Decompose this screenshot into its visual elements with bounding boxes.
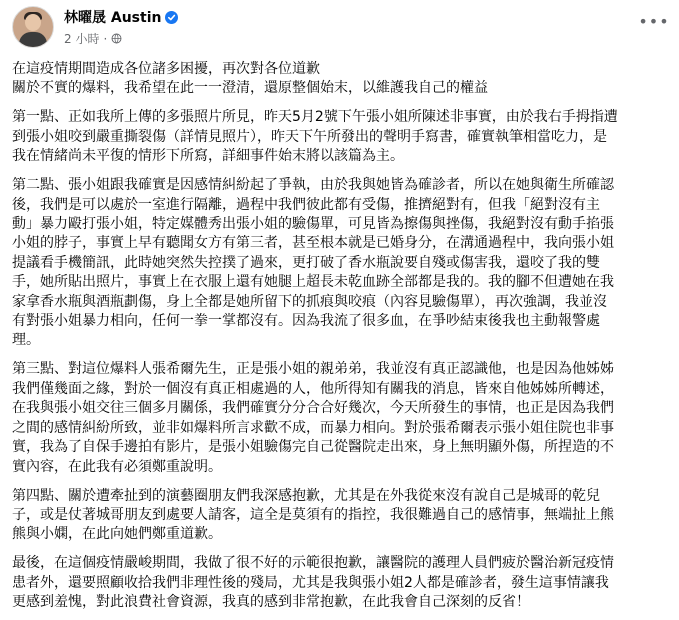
post-text-line: 第四點、關於遭牽扯到的演藝圈朋友們我深感抱歉，尤其是在外我從來沒有說自己是城哥的乾兒 xyxy=(12,487,600,504)
post-text-line: 熊與小嫻，在此向她們鄭重道歉。 xyxy=(12,526,222,543)
post-paragraph xyxy=(12,554,665,612)
author-avatar[interactable] xyxy=(12,6,54,48)
post-text-line: 小姐的脖子，事實上早有聽聞女方有第三者，甚至根本就是已婚身分，在溝通過程中，我向張小姐 xyxy=(12,235,614,252)
post-text-line: 之間的感情糾紛所致，並非如爆料所言求歡不成，而暴力相向。對於張希爾表示張小姐住院也非事 xyxy=(12,419,614,436)
post-text-line: 關於不實的爆料，我希望在此一一澄清，還原整個始末，以維護我自己的權益 xyxy=(12,80,488,97)
post-text-line: 第二點、張小姐跟我確實是因感情糾紛起了爭執，由於我與她皆為確診者，所以在她與衛生所確認 xyxy=(12,177,614,194)
meta-separator: · xyxy=(103,31,108,46)
post-paragraph xyxy=(12,108,665,166)
post-text-line: 後，我們是可以處於一室進行隔離，過程中我們彼此都有受傷，推擠絕對有，但我「絕對沒有主 xyxy=(12,196,600,213)
post-text-line: 理。 xyxy=(12,332,40,349)
post-body xyxy=(12,60,669,613)
post-text-line: 手，她所貼出照片，事實上在衣服上還有她腿上超長未乾血跡全部都是我的。我的腳不但遭她在我 xyxy=(12,274,614,291)
post-text-line: 我在情緒尚未平復的情形下所寫，詳細事件始末將以該篇為主。 xyxy=(12,148,404,165)
more-options-icon[interactable]: ••• xyxy=(638,11,670,31)
post-timestamp[interactable]: 2 小時 xyxy=(64,32,100,46)
post-text-line: 提議看手機簡訊，此時她突然失控撲了過來，更打破了香水瓶說要自殘或傷害我，還咬了我的雙 xyxy=(12,254,600,271)
post-text-line: 實內容，在此我有必須鄭重說明。 xyxy=(12,458,222,475)
post-header xyxy=(12,6,669,56)
post-text-line: 在我與張小姐交往三個多月關係，我們確實分分合合好幾次，今天所發生的事情，也正是因為我們 xyxy=(12,400,614,417)
verified-badge-icon xyxy=(165,11,178,24)
post-text-line: 患者外，還要照顧收拾我們非理性後的殘局，尤其是我與張小姐2人都是確診者，發生這事情讓我 xyxy=(12,574,609,591)
post-text-line: 第一點、正如我所上傳的多張照片所見，昨天5月2號下午張小姐所陳述非事實，由於我右手拇指遭 xyxy=(12,109,618,126)
post-text-line: 實，我為了自保手邊拍有影片，是張小姐驗傷完自己從醫院走出來，身上無明顯外傷，所捏造的不 xyxy=(12,439,614,456)
post-paragraph xyxy=(12,487,665,545)
post-paragraph xyxy=(12,60,665,99)
post-text-line: 到張小姐咬到嚴重撕裂傷（詳情見照片），昨天下午所發出的聲明手寫書，確實執筆相當吃力，是 xyxy=(12,128,607,145)
post-text-line: 我們僅幾面之緣，對於一個沒有真正相處過的人，他所得知有關我的消息，皆來自他姊姊所轉述， xyxy=(12,380,614,397)
post-paragraph xyxy=(12,176,665,351)
post-text-line: 有對張小姐暴力相向，任何一拳一掌都沒有。因為我流了很多血，在爭吵結束後我也主動報警處 xyxy=(12,313,600,330)
post-text-line: 更感到羞愧，對此浪費社會資源，我真的感到非常抱歉，在此我會自己深刻的反省！ xyxy=(12,594,530,611)
author-row xyxy=(64,7,178,27)
post-text-line: 動」暴力毆打張小姐，特定媒體秀出張小姐的驗傷單，可見皆為擦傷與挫傷，我絕對沒有動手掐張 xyxy=(12,216,614,233)
author-name[interactable]: 林曜晟 Austin xyxy=(64,10,162,26)
globe-icon[interactable] xyxy=(111,33,122,44)
post-text-line: 第三點、對這位爆料人張希爾先生，正是張小姐的親弟弟，我並沒有真正認識他，也是因為他姊姊 xyxy=(12,361,614,378)
post-text-line: 在這疫情期間造成各位諸多困擾，再次對各位道歉 xyxy=(12,61,320,77)
post-text-line: 最後，在這個疫情嚴峻期間，我做了很不好的示範很抱歉，讓醫院的護理人員們疲於醫治新冠疫情 xyxy=(12,555,614,572)
post-text-line: 子，或是仗著城哥朋友到處要人請客，這全是莫須有的指控，我很難過自己的感情事，無端扯上熊 xyxy=(12,506,614,523)
post-paragraph xyxy=(12,360,665,476)
post-text-line: 家拿香水瓶與酒瓶劃傷，身上全都是她所留下的抓痕與咬痕（內容見驗傷單），再次強調，我並沒 xyxy=(12,293,607,310)
post-subline xyxy=(64,30,178,47)
post-meta xyxy=(64,7,178,47)
